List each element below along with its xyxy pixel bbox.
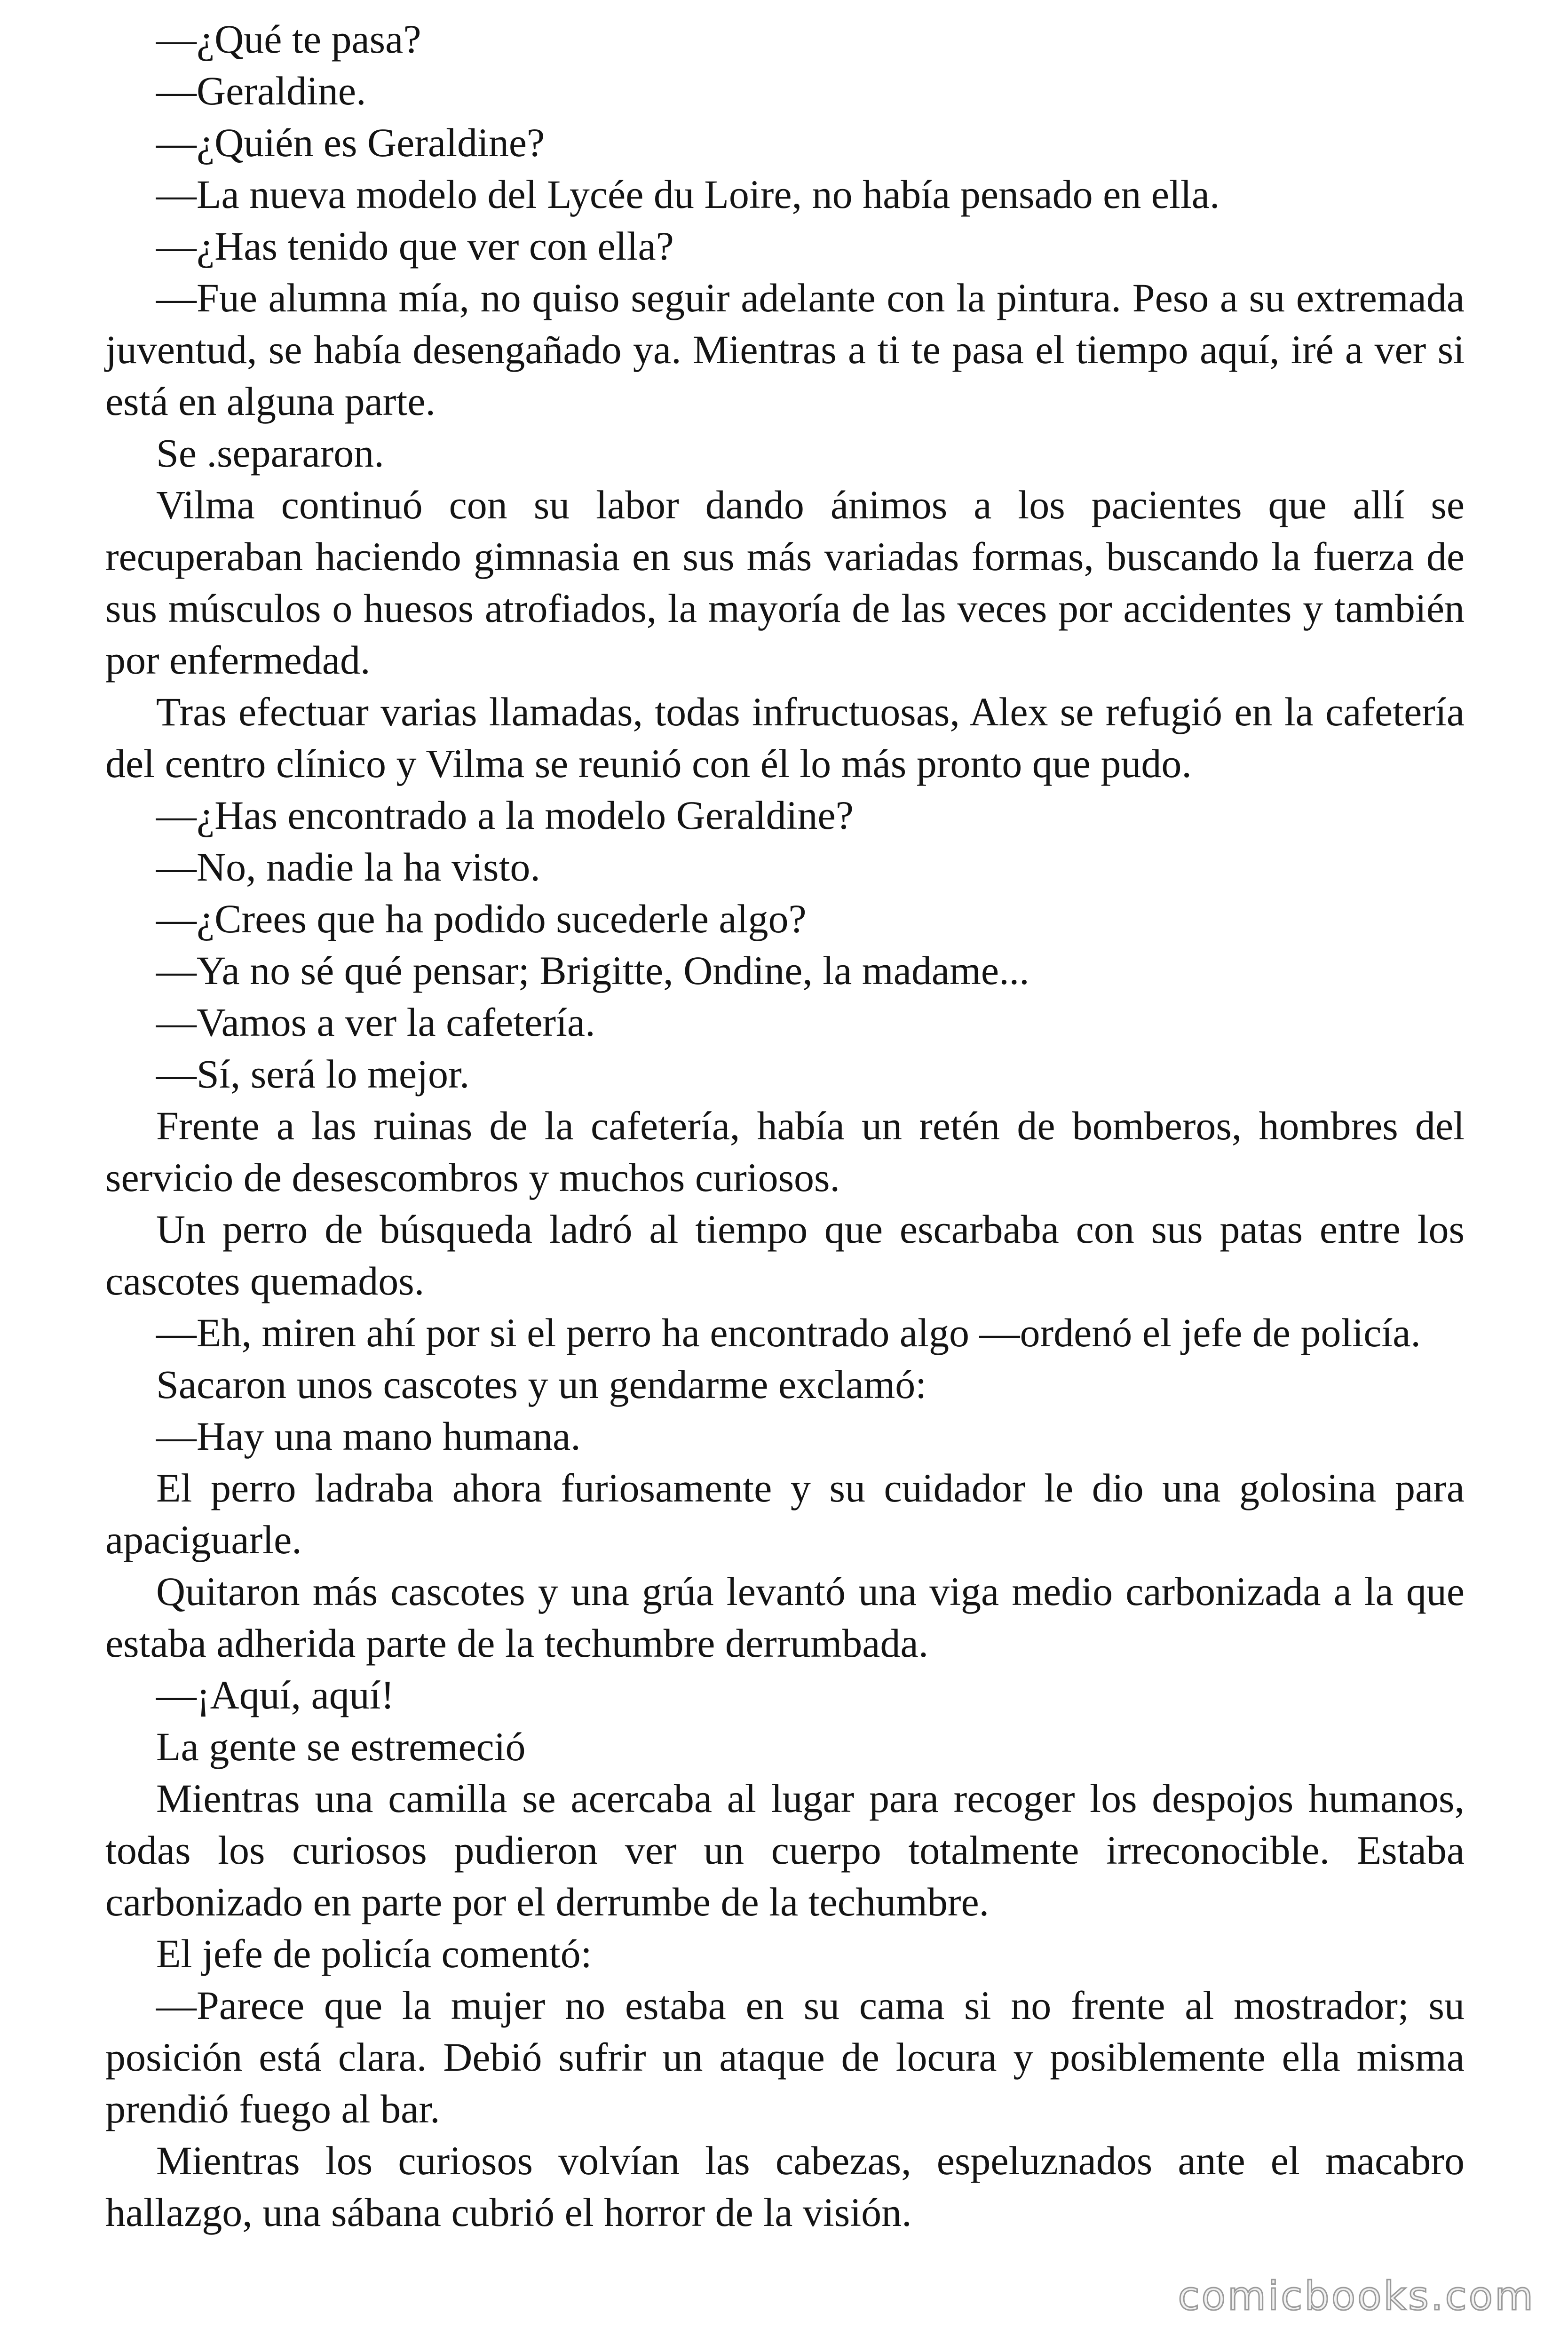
paragraph: Tras efectuar varias llamadas, todas infructuosas, Alex se refugió en la cafetería del centro clínico y Vilma se reunió con él lo más pronto que pudo. bbox=[105, 689, 1465, 786]
paragraph: —No, nadie la ha visto. bbox=[156, 844, 540, 890]
paragraph: —Eh, miren ahí por si el perro ha encontrado algo —ordenó el jefe de policía. bbox=[156, 1310, 1421, 1355]
paragraph: —Sí, será lo mejor. bbox=[156, 1051, 470, 1097]
paragraph: —Geraldine. bbox=[156, 68, 366, 113]
paragraph: —¿Crees que ha podido sucederle algo? bbox=[156, 896, 807, 941]
paragraph: —¿Has tenido que ver con ella? bbox=[156, 223, 674, 269]
paragraph: —¿Quién es Geraldine? bbox=[156, 120, 545, 165]
paragraph: —¿Qué te pasa? bbox=[156, 16, 421, 62]
paragraph: El perro ladraba ahora furiosamente y su cuidador le dio una golosina para apaciguarle. bbox=[105, 1465, 1465, 1562]
paragraph: Frente a las ruinas de la cafetería, había un retén de bomberos, hombres del servicio de desescombros y muchos curiosos. bbox=[105, 1103, 1465, 1200]
paragraph: Mientras una camilla se acercaba al lugar para recoger los despojos humanos, todas los curiosos pudieron ver un cuerpo totalmente irreconocible. Estaba carbonizado en parte por el derrumbe de la techumbre. bbox=[105, 1776, 1465, 1924]
paragraph: —Hay una mano humana. bbox=[156, 1414, 581, 1459]
paragraph: Quitaron más cascotes y una grúa levantó una viga medio carbonizada a la que estaba adherida parte de la techumbre derrumbada. bbox=[105, 1569, 1465, 1666]
watermark: comicbooks.com bbox=[1178, 2273, 1535, 2319]
paragraph: Mientras los curiosos volvían las cabezas, espeluznados ante el macabro hallazgo, una sábana cubrió el horror de la visión. bbox=[105, 2138, 1465, 2235]
paragraph: —¡Aquí, aquí! bbox=[156, 1672, 395, 1717]
paragraph: —Ya no sé qué pensar; Brigitte, Ondine, la madame... bbox=[156, 948, 1029, 993]
paragraph: —La nueva modelo del Lycée du Loire, no había pensado en ella. bbox=[156, 172, 1220, 217]
paragraph: Un perro de búsqueda ladró al tiempo que escarbaba con sus patas entre los cascotes quemados. bbox=[105, 1207, 1465, 1303]
document-page bbox=[105, 13, 1465, 2238]
paragraph: —Fue alumna mía, no quiso seguir adelante con la pintura. Peso a su extremada juventud, se había desengañado ya. Mientras a ti te pasa el tiempo aquí, iré a ver si está en alguna parte. bbox=[105, 275, 1465, 424]
paragraph: —Parece que la mujer no estaba en su cama si no frente al mostrador; su posición está clara. Debió sufrir un ataque de locura y posiblemente ella misma prendió fuego al bar. bbox=[105, 1983, 1465, 2131]
paragraph: El jefe de policía comentó: bbox=[156, 1931, 592, 1976]
paragraph: Se .separaron. bbox=[156, 430, 384, 476]
paragraph: —¿Has encontrado a la modelo Geraldine? bbox=[156, 793, 854, 838]
paragraph: —Vamos a ver la cafetería. bbox=[156, 1000, 595, 1045]
paragraph: Sacaron unos cascotes y un gendarme exclamó: bbox=[156, 1362, 927, 1407]
paragraph: Vilma continuó con su labor dando ánimos a los pacientes que allí se recuperaban haciendo gimnasia en sus más variadas formas, buscando la fuerza de sus músculos o huesos atrofiados, la mayoría de las veces por accidentes y también por enfermedad. bbox=[105, 482, 1465, 683]
paragraph: La gente se estremeció bbox=[156, 1724, 526, 1769]
